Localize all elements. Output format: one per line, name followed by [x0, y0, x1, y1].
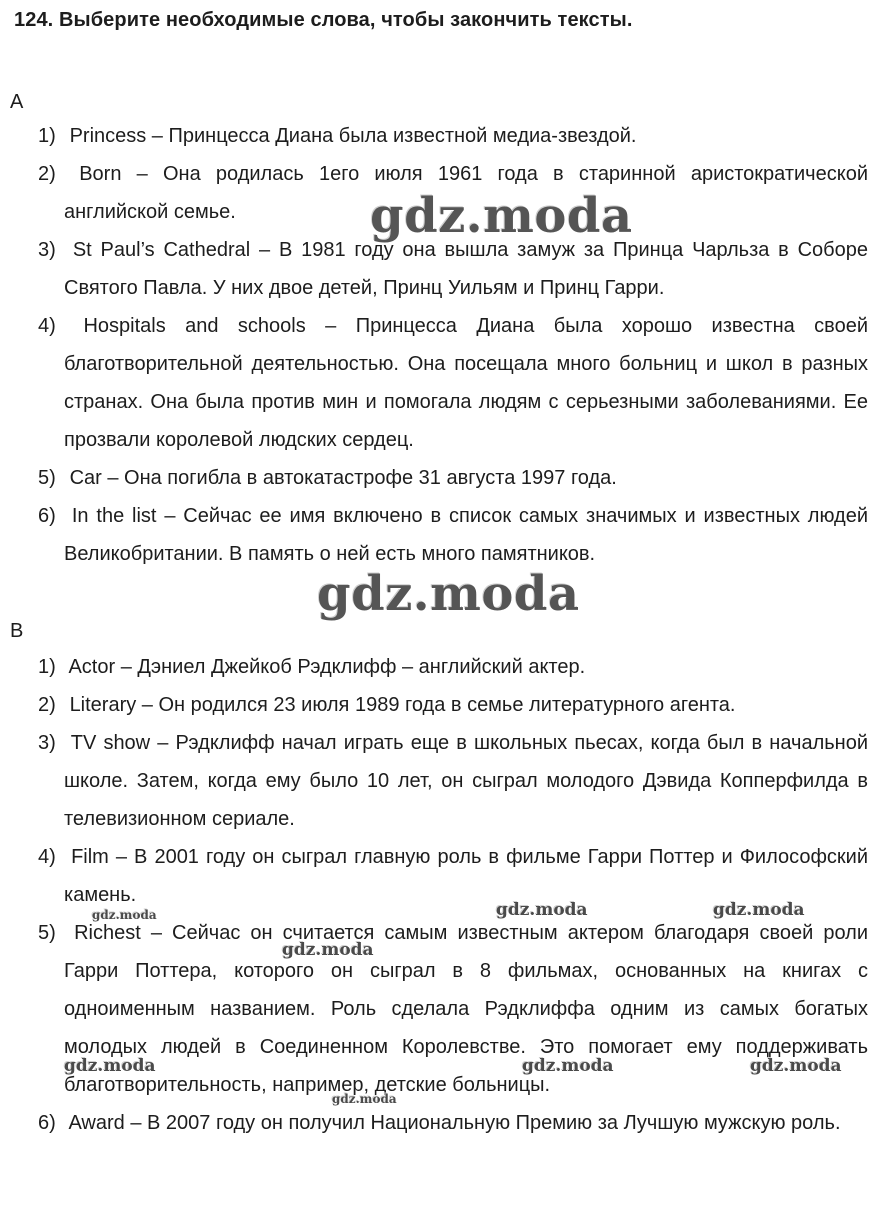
item-text: TV show – Рэдклифф начал играть еще в школьных пьесах, когда был в начальной школе. Затем, когда ему было 10 лет, он сыграл молодого Дэвида Копперфилда в телевизионном сериале. — [64, 732, 868, 830]
watermark: gdz.moda — [496, 900, 588, 920]
list-item — [38, 686, 868, 724]
watermark: gdz.moda — [64, 1056, 156, 1076]
item-text: Richest – Сейчас он считается самым известным актером благодаря своей роли Гарри Поттера, которого он сыграл в 8 фильмах, основанных на книгах с одноименным названием. Роль сделала Рэдклиффа одним из самых богатых молодых людей в Соединенном Королевстве. Это помогает ему поддерживать благотворительность, например, детские больницы. — [64, 922, 868, 1096]
item-number: 5) — [38, 467, 56, 489]
item-number: 3) — [38, 732, 56, 754]
section-b-label: В — [10, 620, 24, 642]
item-number: 2) — [38, 694, 56, 716]
item-text: Actor – Дэниел Джейкоб Рэдклифф – английский актер. — [68, 656, 586, 678]
list-item — [38, 1104, 868, 1142]
item-number: 6) — [38, 505, 56, 527]
list-item — [38, 724, 868, 838]
watermark: gdz.moda — [713, 900, 805, 920]
watermark: gdz.moda — [332, 1092, 397, 1106]
item-number: 2) — [38, 163, 56, 185]
watermark: gdz.moda — [750, 1056, 842, 1076]
item-text: St Paul’s Cathedral – В 1981 году она вышла замуж за Принца Чарльза в Соборе Святого Павла. У них двое детей, Принц Уильям и Принц Гарри. — [64, 239, 869, 299]
item-text: Film – В 2001 году он сыграл главную роль в фильме Гарри Поттер и Философский камень. — [64, 846, 869, 906]
item-number: 3) — [38, 239, 56, 261]
list-item — [38, 497, 868, 573]
section-a-label: А — [10, 91, 24, 113]
watermark: gdz.moda — [282, 940, 374, 960]
watermark: gdz.moda — [522, 1056, 614, 1076]
item-text: Hospitals and schools – Принцесса Диана была хорошо известна своей благотворительной деятельностью. Она посещала много больниц и школ в разных странах. Она была против мин и помогала людям с серьезными заболеваниями. Ее прозвали королевой людских сердец. — [64, 315, 869, 451]
watermark: gdz.moda — [317, 566, 580, 622]
item-number: 1) — [38, 125, 56, 147]
item-text: Award – В 2007 году он получил Национальную Премию за Лучшую мужскую роль. — [68, 1112, 841, 1134]
list-item — [38, 914, 868, 1104]
item-text: Literary – Он родился 23 июля 1989 года в семье литературного агента. — [69, 694, 736, 716]
item-number: 4) — [38, 846, 56, 868]
watermark: gdz.moda — [370, 188, 633, 244]
item-number: 6) — [38, 1112, 56, 1134]
item-text: In the list – Сейчас ее имя включено в список самых значимых и известных людей Великобритании. В память о ней есть много памятников. — [64, 505, 869, 565]
watermark: gdz.moda — [92, 908, 157, 922]
list-item — [38, 459, 868, 497]
list-item — [38, 307, 868, 459]
item-number: 5) — [38, 922, 56, 944]
item-text: Born – Она родилась 1его июля 1961 года в старинной аристократической английской семье. — [64, 163, 868, 223]
item-text: Car – Она погибла в автокатастрофе 31 августа 1997 года. — [69, 467, 617, 489]
exercise-title: 124. Выберите необходимые слова, чтобы закончить тексты. — [14, 9, 633, 31]
list-item — [38, 648, 868, 686]
item-number: 1) — [38, 656, 56, 678]
item-number: 4) — [38, 315, 56, 337]
item-text: Princess – Принцесса Диана была известной медиа-звездой. — [69, 125, 637, 147]
list-item — [38, 117, 868, 155]
